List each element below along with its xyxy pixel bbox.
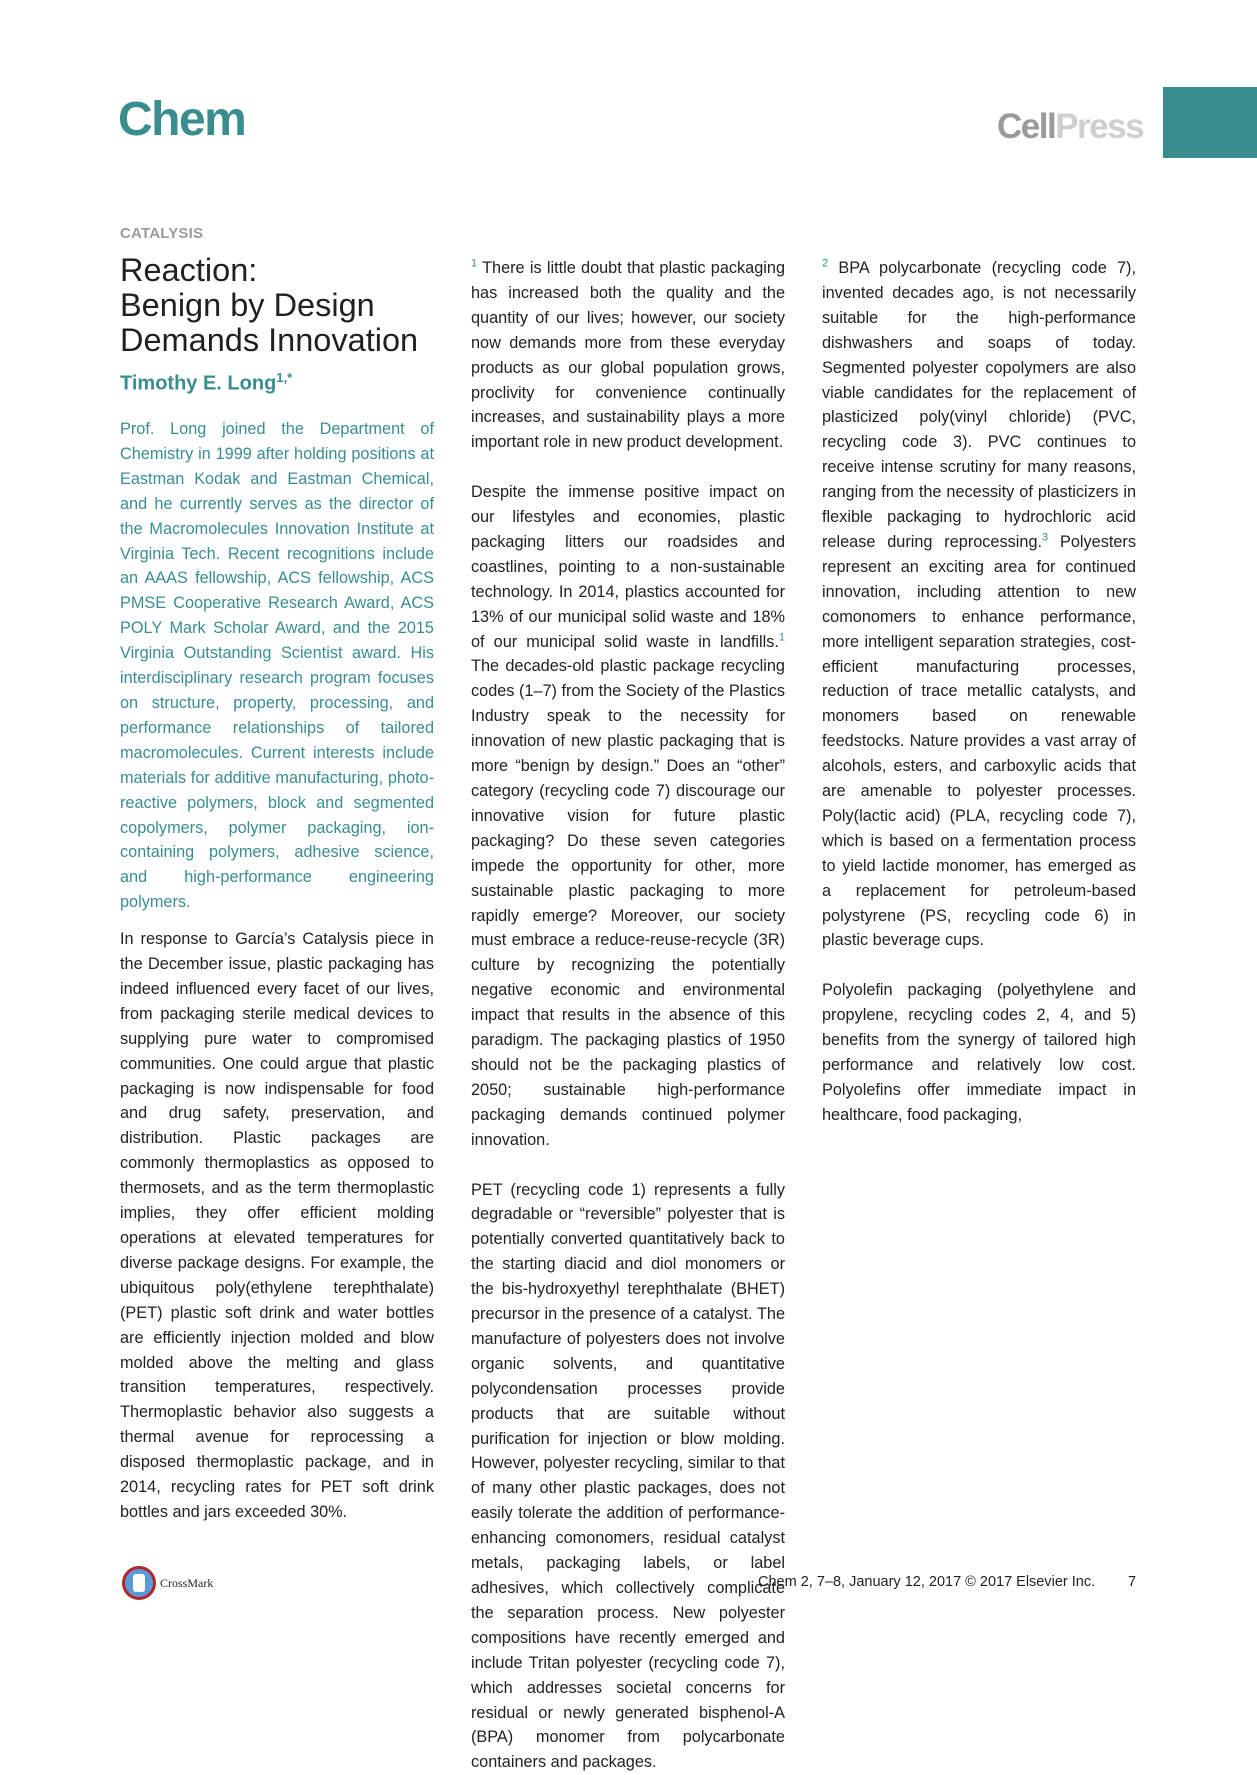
- reference-marker[interactable]: 3: [1042, 532, 1048, 544]
- body-text: Polyesters represent an exciting area for continued innovation, including attention to new comonomers to enhance performance, more intelligent separation strategies, cost-efficient manufacturing processes, reduction of trace metallic catalysts, and monomers based on renewable feedstocks. Nature provides a vast array of alcohols, esters, and carboxylic acids that are amenable to polyester processes. Poly(lactic acid) (PLA, recycling code 7), which is based on a fermentation process to yield lactide monomer, has emerged as a replacement for petroleum-based polystyrene (PS, recycling code 6) in plastic beverage cups.: [822, 533, 1136, 950]
- body-text: BPA polycarbonate (recycling code 7), invented decades ago, is not necessarily suitable for the high-performance dishwashers and soaps of today. Segmented polyester copolymers are also viable candidates for the replacement of plasticized poly(vinyl chloride) (PVC, recycling code 3). PVC continues to receive intense scrutiny for many reasons, ranging from the necessity of plasticizers in flexible packaging to hydrochloric acid release during reprocessing.: [822, 259, 1136, 551]
- reference-marker[interactable]: 1: [471, 258, 477, 270]
- body-paragraph: PET (recycling code 1) represents a fully degradable or “reversible” polyester that is potentially converted quantitatively back to the starting diacid and diol monomers or the bis-hydroxyethyl terephthalate (BHET) precursor in the presence of a catalyst. The manufacture of polyesters does not involve organic solvents, and quantitative polycondensation processes provide products that are suitable without purification for injection or blow molding. However, polyester recycling, similar to that of many other plastic packages, does not easily tolerate the addition of performance-enhancing comonomers, residual catalyst metals, packaging labels, or label adhesives, which collectively complicate the separation process. New polyester compositions have recently emerged and include Tritan polyester (recycling code 7), which addresses societal concerns for residual or newly generated bisphenol-A (BPA) monomer from polycarbonate containers and packages.: [471, 1178, 785, 1775]
- author-name: [120, 370, 292, 396]
- publisher-logo-light: Press: [1055, 107, 1143, 146]
- title-line: Benign by Design: [120, 287, 375, 323]
- body-paragraph: [822, 256, 1136, 953]
- reference-marker[interactable]: 2: [822, 258, 828, 270]
- text-column-3: [822, 256, 1136, 1128]
- body-paragraph: Polyolefin packaging (polyethylene and propylene, recycling codes 2, 4, and 5) benefits from the synergy of tailored high performance and relatively low cost. Polyolefins offer immediate impact in healthcare, food packaging,: [822, 978, 1136, 1127]
- article-title: [120, 253, 440, 358]
- text-column-1: [120, 417, 434, 1525]
- publisher-logo: [997, 107, 1143, 147]
- text-column-2: [471, 256, 785, 1775]
- title-line: Demands Innovation: [120, 322, 418, 358]
- body-text: The decades-old plastic package recycling codes (1–7) from the Society of the Plastics Industry speak to the necessity for innovation of new plastic packaging that is more “benign by design.” Does an “other” category (recycling code 7) discourage our innovative vision for future plastic packaging? Do these seven categories impede the opportunity for other, more sustainable plastic packaging to more rapidly emerge? Moreover, our society must embrace a reduce-reuse-recycle (3R) culture by recognizing the potentially negative economic and environmental impact that results in the absence of this paradigm. The packaging plastics of 1950 should not be the packaging plastics of 2050; sustainable high-performance packaging demands continued polymer innovation.: [471, 657, 785, 1148]
- body-paragraph: [471, 480, 785, 1152]
- body-text: Despite the immense positive impact on our lifestyles and economies, plastic packaging litters our roadsides and coastlines, pointing to a non-sustainable technology. In 2014, plastics accounted for 13% of our municipal solid waste and 18% of our municipal solid waste in landfills.: [471, 483, 785, 650]
- crossmark-label[interactable]: CrossMark: [160, 1576, 213, 1591]
- body-paragraph: In response to García’s Catalysis piece in the December issue, plastic packaging has indeed influenced every facet of our lives, from packaging sterile medical devices to supplying pure water to compromised communities. One could argue that plastic packaging is now indispensable for food and drug safety, preservation, and distribution. Plastic packages are commonly thermoplastics as opposed to thermosets, and as the term thermoplastic implies, they offer efficient molding operations at elevated temperatures for diverse package designs. For example, the ubiquitous poly(ethylene terephthalate) (PET) plastic soft drink and water bottles are efficiently injection molded and blow molded above the melting and glass transition temperatures, respectively. Thermoplastic behavior also suggests a thermal avenue for reprocessing a disposed thermoplastic package, and in 2014, recycling rates for PET soft drink bottles and jars exceeded 30%.: [120, 927, 434, 1525]
- crossmark-icon[interactable]: [122, 1566, 156, 1600]
- publisher-logo-bold: Cell: [997, 107, 1055, 146]
- corner-tab: [1163, 87, 1257, 158]
- title-line: Reaction:: [120, 252, 257, 288]
- citation: Chem 2, 7–8, January 12, 2017 © 2017 Elsevier Inc.: [758, 1574, 1095, 1590]
- body-text: There is little doubt that plastic packaging has increased both the quality and the quantity of our lives; however, our society now demands more from these everyday products as our global population grows, proclivity for convenience continually increases, and sustainability plays a more important role in new product development.: [471, 259, 785, 451]
- journal-logo: Chem: [118, 92, 245, 147]
- section-label: CATALYSIS: [120, 225, 203, 242]
- reference-marker[interactable]: 1: [779, 631, 785, 643]
- author-bio: Prof. Long joined the Department of Chemistry in 1999 after holding positions at Eastman Kodak and Eastman Chemical, and he currently serves as the director of the Macromolecules Innovation Institute at Virginia Tech. Recent recognitions include an AAAS fellowship, ACS fellowship, ACS PMSE Cooperative Research Award, ACS POLY Mark Scholar Award, and the 2015 Virginia Outstanding Scientist award. His interdisciplinary research program focuses on structure, property, processing, and performance relationships of tailored macromolecules. Current interests include materials for additive manufacturing, photo-reactive polymers, block and segmented copolymers, polymer packaging, ion-containing polymers, adhesive science, and high-performance engineering polymers.: [120, 417, 434, 915]
- author-text: Timothy E. Long: [120, 373, 276, 395]
- page-number: 7: [1128, 1574, 1136, 1590]
- body-paragraph: [471, 256, 785, 455]
- crossmark-icon-mark: [133, 1574, 145, 1592]
- author-affiliation-marks: 1,*: [276, 370, 292, 385]
